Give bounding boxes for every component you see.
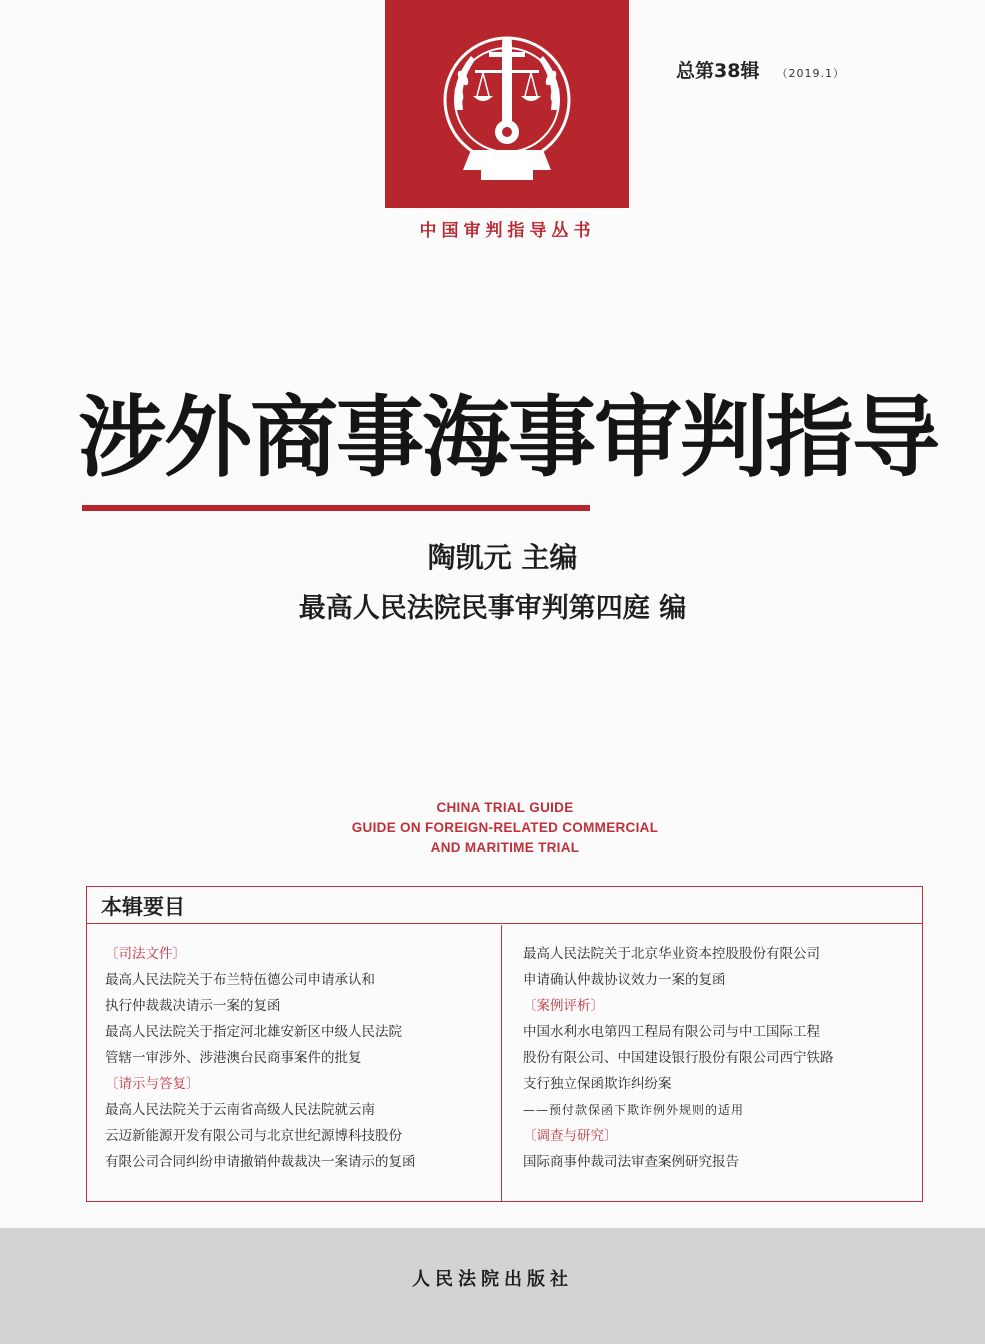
contents-column-divider — [501, 925, 502, 1201]
contents-heading-rule — [87, 923, 922, 924]
contents-item: 有限公司合同纠纷申请撤销仲裁裁决一案请示的复函 — [105, 1154, 416, 1170]
contents-left-column — [105, 941, 497, 1175]
contents-item: 管辖一审涉外、涉港澳台民商事案件的批复 — [105, 1050, 362, 1066]
contents-category: 〔请示与答复〕 — [105, 1076, 200, 1092]
contents-subtitle: ——预付款保函下欺诈例外规则的适用 — [523, 1103, 745, 1117]
issue-date: （2019.1） — [776, 67, 846, 80]
contents-category: 〔司法文件〕 — [105, 946, 186, 962]
editing-organization: 最高人民法院民事审判第四庭 编 — [298, 593, 687, 624]
english-title-line: AND MARITIME TRIAL — [430, 840, 580, 855]
contents-item: 最高人民法院关于指定河北雄安新区中级人民法院 — [105, 1024, 402, 1040]
contents-box — [86, 886, 923, 1202]
contents-heading: 本辑要目 — [101, 895, 185, 919]
english-title-line: GUIDE ON FOREIGN-RELATED COMMERCIAL — [351, 820, 659, 835]
contents-right-column — [523, 941, 913, 1175]
contents-item: 最高人民法院关于布兰特伍德公司申请承认和 — [105, 972, 375, 988]
contents-item: 支行独立保函欺诈纠纷案 — [523, 1076, 672, 1092]
series-name: 中国审判指导丛书 — [419, 221, 596, 241]
contents-item: 股份有限公司、中国建设银行股份有限公司西宁铁路 — [523, 1050, 834, 1066]
contents-item: 执行仲裁裁决请示一案的复函 — [105, 998, 281, 1014]
footer-band — [0, 1228, 985, 1344]
court-emblem-icon — [385, 0, 629, 208]
contents-item: 最高人民法院关于北京华业资本控股股份有限公司 — [523, 946, 820, 962]
contents-item: 最高人民法院关于云南省高级人民法院就云南 — [105, 1102, 375, 1118]
chief-editor: 陶凯元 主编 — [427, 541, 578, 574]
publisher-name: 人民法院出版社 — [412, 1269, 573, 1290]
contents-category: 〔调查与研究〕 — [523, 1128, 618, 1144]
emblem-block — [385, 0, 629, 208]
english-title — [300, 798, 710, 858]
issue-number: 总第38辑 — [676, 60, 760, 82]
main-title: 涉外商事海事审判指导 — [78, 385, 939, 489]
contents-item: 申请确认仲裁协议效力一案的复函 — [523, 972, 726, 988]
english-title-line: CHINA TRIAL GUIDE — [436, 800, 574, 815]
contents-item: 云迈新能源开发有限公司与北京世纪源博科技股份 — [105, 1128, 402, 1144]
title-underline — [82, 505, 590, 511]
contents-item: 国际商事仲裁司法审查案例研究报告 — [523, 1154, 739, 1170]
contents-category: 〔案例评析〕 — [523, 998, 604, 1014]
contents-item: 中国水利水电第四工程局有限公司与中工国际工程 — [523, 1024, 820, 1040]
issue-info — [676, 56, 845, 83]
